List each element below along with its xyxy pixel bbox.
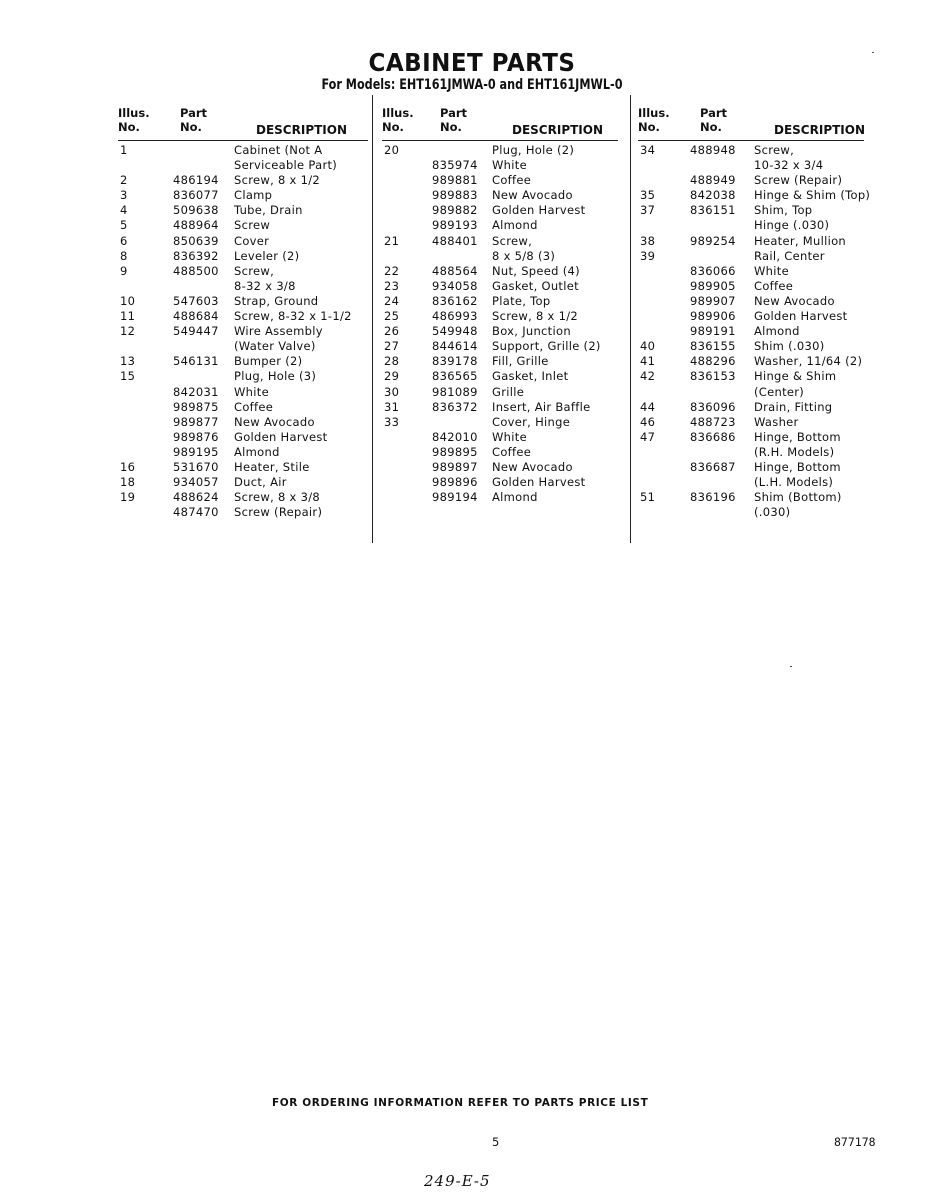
- illus-number: 15: [120, 369, 136, 384]
- page-number: 5: [492, 1135, 500, 1149]
- part-header-line2: No.: [700, 120, 722, 134]
- ordering-info-note: FOR ORDERING INFORMATION REFER TO PARTS PRICE LIST: [272, 1097, 649, 1109]
- part-description: Support, Grille (2): [492, 339, 601, 354]
- part-number: 934057: [173, 475, 219, 490]
- table-row: [638, 369, 866, 384]
- part-number: 989195: [173, 444, 219, 459]
- table-row: [382, 234, 618, 249]
- description-header: DESCRIPTION: [512, 123, 604, 137]
- part-description: Hinge, Bottom: [754, 459, 841, 474]
- table-row: [638, 158, 866, 173]
- part-description: Tube, Drain: [234, 203, 303, 218]
- table-row: [638, 490, 866, 505]
- part-number: 488296: [690, 354, 736, 369]
- part-number: 531670: [173, 459, 219, 474]
- part-description: Coffee: [492, 444, 532, 459]
- table-row: [382, 309, 618, 324]
- part-description: Insert, Air Baffle: [492, 399, 591, 414]
- table-row: [638, 279, 866, 294]
- part-number: 836155: [690, 339, 736, 354]
- table-row: [118, 143, 368, 158]
- header-underline: [118, 140, 368, 141]
- part-number: 488564: [432, 263, 478, 278]
- table-row: [638, 249, 866, 264]
- part-description: Plug, Hole (3): [234, 369, 317, 384]
- part-number: 836686: [690, 429, 736, 444]
- table-row: [382, 460, 618, 475]
- table-row: [118, 218, 368, 233]
- part-number: 836153: [690, 369, 736, 384]
- part-number: 989254: [690, 233, 736, 248]
- part-description: Plate, Top: [492, 293, 551, 308]
- table-row: [382, 249, 618, 264]
- part-description: Washer: [754, 414, 799, 429]
- table-row: [118, 430, 368, 445]
- part-number: 989895: [432, 444, 478, 459]
- part-number: 989191: [690, 324, 736, 339]
- column-header: [382, 104, 618, 138]
- table-row: [118, 188, 368, 203]
- table-row: [382, 354, 618, 369]
- part-description: Hinge (.030): [754, 218, 830, 233]
- part-description: Cover, Hinge: [492, 414, 571, 429]
- table-row: [382, 445, 618, 460]
- part-description: New Avocado: [754, 293, 835, 308]
- table-row: [118, 490, 368, 505]
- illus-number: 27: [384, 339, 400, 354]
- illus-number: 1: [120, 143, 128, 157]
- scan-speck: [790, 666, 792, 667]
- part-description: Hinge, Bottom: [754, 429, 841, 444]
- illus-header-line2: No.: [118, 120, 140, 134]
- table-row: [382, 339, 618, 354]
- part-description: (L.H. Models): [754, 475, 834, 490]
- illus-number: 9: [120, 263, 128, 278]
- part-number: 989905: [690, 278, 736, 293]
- table-row: [382, 490, 618, 505]
- part-description: Screw,: [492, 233, 533, 248]
- part-description: Hinge & Shim (Top): [754, 188, 871, 203]
- header-underline: [382, 140, 618, 141]
- part-description: Almond: [234, 444, 280, 459]
- column-divider: [630, 95, 631, 543]
- part-number: 509638: [173, 203, 219, 218]
- column-header: [638, 104, 866, 138]
- illus-number: 2: [120, 173, 128, 188]
- parts-list: [638, 143, 871, 520]
- table-row: [118, 264, 368, 279]
- part-header-line2: No.: [440, 120, 462, 134]
- part-description: Rail, Center: [754, 248, 825, 263]
- table-row: [118, 369, 368, 384]
- part-description: White: [234, 384, 269, 399]
- table-row: [382, 294, 618, 309]
- table-row: [118, 400, 368, 415]
- table-row: [382, 158, 618, 173]
- part-description: Heater, Mullion: [754, 233, 847, 248]
- illus-number: 47: [640, 429, 656, 444]
- illus-number: 5: [120, 218, 128, 233]
- illus-number: 34: [640, 143, 656, 157]
- part-number: 486993: [432, 309, 478, 324]
- illus-number: 18: [120, 475, 136, 490]
- part-number: 488948: [690, 143, 736, 157]
- part-number: 989877: [173, 414, 219, 429]
- part-description: Almond: [492, 490, 538, 505]
- illus-number: 8: [120, 248, 128, 263]
- table-row: [118, 385, 368, 400]
- part-header-line2: No.: [180, 120, 202, 134]
- table-row: [382, 400, 618, 415]
- document-number: 877178: [834, 1135, 876, 1149]
- handwritten-note: 249-E-5: [424, 1172, 491, 1190]
- part-description: White: [492, 429, 527, 444]
- table-row: [118, 339, 368, 354]
- illus-number: 46: [640, 414, 656, 429]
- part-number: 836196: [690, 490, 736, 505]
- part-description: Screw: [234, 218, 271, 233]
- parts-column-1: [118, 104, 368, 520]
- part-number: 549447: [173, 324, 219, 339]
- part-no-header: [440, 106, 467, 134]
- table-row: [118, 279, 368, 294]
- table-row: [118, 445, 368, 460]
- illus-number: 12: [120, 324, 136, 339]
- part-number: 934058: [432, 278, 478, 293]
- part-description: New Avocado: [234, 414, 315, 429]
- part-number: 989875: [173, 399, 219, 414]
- part-number: 546131: [173, 354, 219, 369]
- part-description: Coffee: [754, 278, 794, 293]
- table-row: [118, 324, 368, 339]
- illus-number: 6: [120, 233, 128, 248]
- illus-number: 35: [640, 188, 656, 203]
- table-row: [382, 475, 618, 490]
- illus-number: 25: [384, 309, 400, 324]
- part-description: New Avocado: [492, 459, 573, 474]
- table-row: [638, 445, 866, 460]
- illus-no-header: [382, 106, 414, 134]
- part-description: Wire Assembly: [234, 324, 323, 339]
- part-description: (Center): [754, 384, 805, 399]
- part-number: 839178: [432, 354, 478, 369]
- part-description: Almond: [754, 324, 800, 339]
- part-number: 488949: [690, 173, 736, 188]
- part-number: 488684: [173, 309, 219, 324]
- part-number: 842038: [690, 188, 736, 203]
- part-number: 989906: [690, 309, 736, 324]
- part-description: (Water Valve): [234, 339, 316, 354]
- illus-no-header: [118, 106, 150, 134]
- part-description: Clamp: [234, 188, 273, 203]
- part-number: 836372: [432, 399, 478, 414]
- part-number: 989193: [432, 218, 478, 233]
- table-row: [638, 173, 866, 188]
- table-row: [118, 249, 368, 264]
- table-row: [638, 143, 866, 158]
- table-row: [638, 339, 866, 354]
- part-description: Box, Junction: [492, 324, 571, 339]
- part-no-header: [700, 106, 727, 134]
- illus-header-line1: Illus.: [638, 106, 670, 120]
- part-description: Screw (Repair): [234, 505, 323, 520]
- table-row: [118, 460, 368, 475]
- table-row: [382, 188, 618, 203]
- illus-number: 21: [384, 233, 400, 248]
- illus-number: 51: [640, 490, 656, 505]
- description-header: DESCRIPTION: [774, 123, 866, 137]
- illus-number: 20: [384, 143, 400, 157]
- part-description: Screw (Repair): [754, 173, 843, 188]
- part-number: 836077: [173, 188, 219, 203]
- part-number: 836392: [173, 248, 219, 263]
- part-header-line1: Part: [700, 106, 728, 120]
- part-number: 989907: [690, 293, 736, 308]
- part-number: 981089: [432, 384, 478, 399]
- table-row: [118, 173, 368, 188]
- illus-number: 31: [384, 399, 400, 414]
- part-description: (.030): [754, 505, 791, 520]
- part-number: 989883: [432, 188, 478, 203]
- parts-column-2: [382, 104, 618, 505]
- table-row: [638, 354, 866, 369]
- table-row: [638, 475, 866, 490]
- table-row: [382, 369, 618, 384]
- table-row: [382, 173, 618, 188]
- table-row: [118, 309, 368, 324]
- part-number: 844614: [432, 339, 478, 354]
- part-description: Cover: [234, 233, 270, 248]
- part-number: 836687: [690, 459, 736, 474]
- part-no-header: [180, 106, 207, 134]
- table-row: [118, 354, 368, 369]
- table-row: [638, 294, 866, 309]
- table-row: [382, 279, 618, 294]
- illus-number: 42: [640, 369, 656, 384]
- part-description: Cabinet (Not A: [234, 143, 323, 157]
- table-row: [382, 385, 618, 400]
- table-row: [638, 505, 866, 520]
- illus-number: 22: [384, 263, 400, 278]
- part-number: 989896: [432, 475, 478, 490]
- illus-header-line1: Illus.: [118, 106, 150, 120]
- part-number: 836066: [690, 263, 736, 278]
- part-number: 488500: [173, 263, 219, 278]
- illus-number: 16: [120, 459, 136, 474]
- part-number: 842031: [173, 384, 219, 399]
- part-description: Washer, 11/64 (2): [754, 354, 863, 369]
- illus-header-line2: No.: [382, 120, 404, 134]
- illus-number: 44: [640, 399, 656, 414]
- part-description: Golden Harvest: [234, 429, 328, 444]
- part-description: Coffee: [492, 173, 532, 188]
- part-description: Leveler (2): [234, 248, 300, 263]
- part-number: 989881: [432, 173, 478, 188]
- part-description: Golden Harvest: [754, 309, 848, 324]
- illus-number: 4: [120, 203, 128, 218]
- part-description: Nut, Speed (4): [492, 263, 580, 278]
- illus-number: 23: [384, 278, 400, 293]
- table-row: [382, 324, 618, 339]
- part-description: Serviceable Part): [234, 158, 338, 173]
- illus-number: 28: [384, 354, 400, 369]
- part-description: Strap, Ground: [234, 293, 319, 308]
- part-number: 836151: [690, 203, 736, 218]
- parts-list: [382, 143, 618, 505]
- part-description: Shim (Bottom): [754, 490, 842, 505]
- part-number: 836096: [690, 399, 736, 414]
- part-description: (R.H. Models): [754, 444, 835, 459]
- part-number: 488401: [432, 233, 478, 248]
- table-row: [638, 234, 866, 249]
- part-number: 989194: [432, 490, 478, 505]
- part-description: Bumper (2): [234, 354, 303, 369]
- part-description: Hinge & Shim: [754, 369, 837, 384]
- illus-number: 40: [640, 339, 656, 354]
- part-number: 549948: [432, 324, 478, 339]
- table-row: [638, 188, 871, 203]
- illus-number: 24: [384, 293, 400, 308]
- table-row: [118, 234, 368, 249]
- table-row: [382, 143, 618, 158]
- table-row: [638, 264, 866, 279]
- table-row: [638, 309, 866, 324]
- description-header: DESCRIPTION: [256, 123, 348, 137]
- table-row: [382, 264, 618, 279]
- illus-number: 38: [640, 233, 656, 248]
- illus-number: 26: [384, 324, 400, 339]
- table-row: [382, 430, 618, 445]
- table-row: [638, 385, 866, 400]
- part-description: Screw,: [754, 143, 795, 157]
- column-header: [118, 104, 368, 138]
- part-number: 850639: [173, 233, 219, 248]
- part-header-line1: Part: [180, 106, 208, 120]
- table-row: [638, 218, 866, 233]
- parts-column-3: [638, 104, 871, 520]
- part-description: Golden Harvest: [492, 203, 586, 218]
- part-description: Grille: [492, 384, 525, 399]
- part-number: 989876: [173, 429, 219, 444]
- illus-number: 30: [384, 384, 400, 399]
- part-description: Shim (.030): [754, 339, 825, 354]
- part-number: 488723: [690, 414, 736, 429]
- header-underline: [638, 140, 864, 141]
- table-row: [118, 158, 368, 173]
- part-description: 10-32 x 3/4: [754, 158, 824, 173]
- part-number: 488624: [173, 490, 219, 505]
- table-row: [118, 203, 368, 218]
- part-header-line1: Part: [440, 106, 468, 120]
- part-number: 836162: [432, 293, 478, 308]
- part-description: Almond: [492, 218, 538, 233]
- illus-number: 37: [640, 203, 656, 218]
- table-row: [118, 505, 368, 520]
- table-row: [638, 460, 866, 475]
- parts-list: [118, 143, 368, 520]
- part-number: 835974: [432, 158, 478, 173]
- table-row: [638, 415, 866, 430]
- table-row: [382, 203, 618, 218]
- illus-number: 39: [640, 248, 656, 263]
- part-description: Gasket, Outlet: [492, 278, 579, 293]
- part-number: 486194: [173, 173, 219, 188]
- illus-number: 10: [120, 293, 136, 308]
- table-row: [638, 324, 866, 339]
- part-description: Gasket, Inlet: [492, 369, 569, 384]
- part-description: White: [492, 158, 527, 173]
- part-description: Screw, 8 x 1/2: [492, 309, 579, 324]
- illus-number: 19: [120, 490, 136, 505]
- part-description: Golden Harvest: [492, 475, 586, 490]
- part-description: 8 x 5/8 (3): [492, 248, 556, 263]
- part-number: 842010: [432, 429, 478, 444]
- part-description: Shim, Top: [754, 203, 813, 218]
- models-subtitle: For Models: EHT161JMWA-0 and EHT161JMWL-0: [321, 77, 623, 93]
- part-number: 989882: [432, 203, 478, 218]
- part-description: New Avocado: [492, 188, 573, 203]
- part-number: 547603: [173, 293, 219, 308]
- table-row: [638, 400, 866, 415]
- illus-number: 11: [120, 309, 136, 324]
- part-description: Screw, 8 x 1/2: [234, 173, 321, 188]
- part-description: Drain, Fitting: [754, 399, 833, 414]
- illus-number: 29: [384, 369, 400, 384]
- table-row: [118, 294, 368, 309]
- part-number: 836565: [432, 369, 478, 384]
- part-description: Heater, Stile: [234, 459, 310, 474]
- part-description: Fill, Grille: [492, 354, 549, 369]
- part-number: 488964: [173, 218, 219, 233]
- part-description: Screw, 8-32 x 1-1/2: [234, 309, 352, 324]
- part-description: Plug, Hole (2): [492, 143, 575, 157]
- illus-no-header: [638, 106, 670, 134]
- part-description: 8-32 x 3/8: [234, 278, 296, 293]
- part-number: 989897: [432, 459, 478, 474]
- table-row: [638, 203, 866, 218]
- part-description: Duct, Air: [234, 475, 287, 490]
- illus-number: 41: [640, 354, 656, 369]
- column-divider: [372, 95, 373, 543]
- part-description: Coffee: [234, 399, 274, 414]
- illus-number: 33: [384, 414, 400, 429]
- table-row: [382, 415, 618, 430]
- table-row: [638, 430, 866, 445]
- part-description: Screw, 8 x 3/8: [234, 490, 321, 505]
- illus-header-line1: Illus.: [382, 106, 414, 120]
- table-row: [118, 475, 368, 490]
- part-number: 487470: [173, 505, 219, 520]
- illus-header-line2: No.: [638, 120, 660, 134]
- table-row: [382, 218, 618, 233]
- part-description: Screw,: [234, 263, 275, 278]
- part-description: White: [754, 263, 789, 278]
- table-row: [118, 415, 368, 430]
- page-title: CABINET PARTS: [368, 48, 576, 77]
- illus-number: 13: [120, 354, 136, 369]
- illus-number: 3: [120, 188, 128, 203]
- scan-speck: [872, 52, 874, 53]
